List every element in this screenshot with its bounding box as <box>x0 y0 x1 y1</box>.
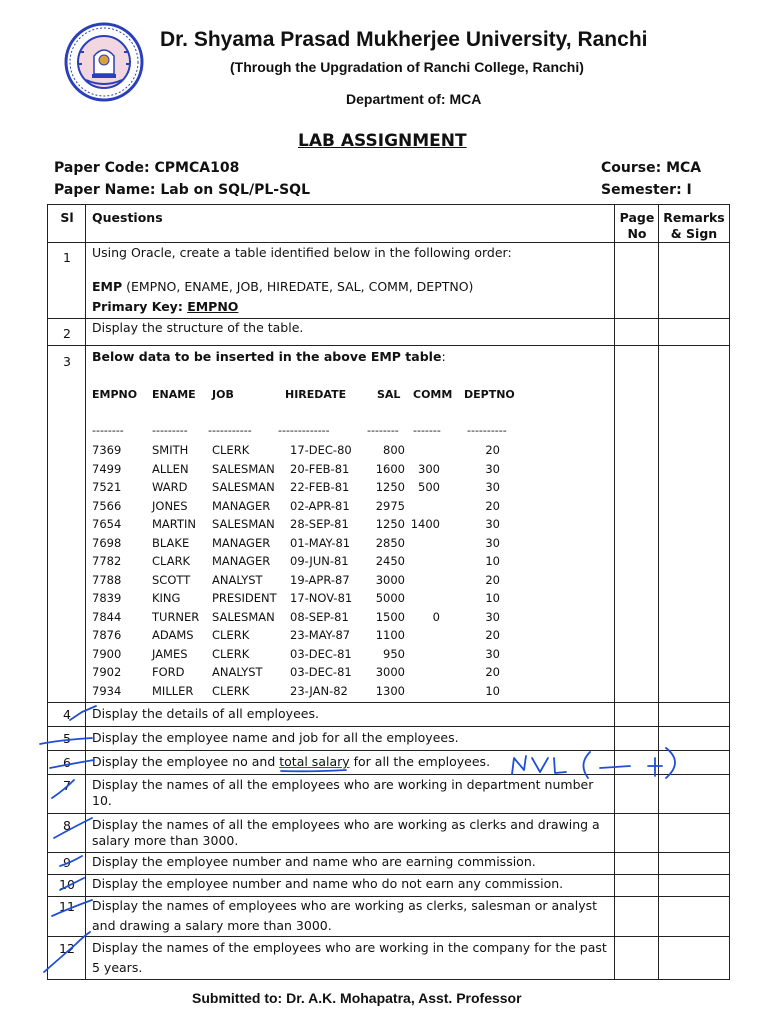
question-text: Using Oracle, create a table identified below in the following order: <box>92 245 512 260</box>
emp-cell-sal: 3000 <box>375 665 405 679</box>
emp-data-row <box>0 573 768 591</box>
emp-cell-sal: 1100 <box>375 628 405 642</box>
emp-cell-ename: SMITH <box>152 443 189 457</box>
emp-header-deptno: DEPTNO <box>464 388 515 401</box>
submitted-to: Submitted to: Dr. A.K. Mohapatra, Asst. Professor <box>192 990 522 1006</box>
total-salary-text: total salary <box>279 754 350 769</box>
emp-data-row <box>0 665 768 683</box>
emp-cell-sal: 1600 <box>375 461 405 476</box>
emp-cell-sal: 2975 <box>375 498 405 513</box>
emp-cell-hiredate: 23-MAY-87 <box>290 628 351 642</box>
question-number: 12 <box>59 941 75 956</box>
emp-cell-comm: 0 <box>432 609 440 624</box>
question-text: Display the names of all the employees who are working in department number 10. <box>92 777 594 808</box>
emp-cell-comm: 1400 <box>410 517 440 531</box>
emp-data-row <box>0 462 768 480</box>
emp-cell-ename: SCOTT <box>152 572 191 587</box>
column-header-remarks: Remarks & Sign <box>663 210 725 241</box>
emp-cell-job: CLERK <box>212 646 250 661</box>
emp-header-job: JOB <box>212 388 234 401</box>
question-number: 5 <box>63 731 71 746</box>
primary-key-label: Primary Key: <box>92 299 188 314</box>
emp-cell-ename: MILLER <box>152 683 194 698</box>
emp-cell-empno: 7369 <box>92 443 122 457</box>
paper-code: Paper Code: CPMCA108 <box>54 160 240 176</box>
emp-cell-empno: 7839 <box>92 591 122 605</box>
emp-definition <box>92 277 610 297</box>
emp-cell-job: CLERK <box>212 683 250 698</box>
question-text: Display the names of employees who are working as clerks, salesman or analyst and drawing a salary more than 3000. <box>92 898 598 933</box>
emp-cell-empno: 7876 <box>92 628 122 642</box>
course: Course: MCA <box>601 160 702 176</box>
semester: Semester: I <box>601 182 692 198</box>
emp-header-empno: EMPNO <box>92 388 138 401</box>
emp-cell-hiredate: 03-DEC-81 <box>290 665 352 679</box>
question-number: 7 <box>63 778 71 793</box>
emp-cell-empno: 7902 <box>92 665 122 679</box>
emp-cell-hiredate: 20-FEB-81 <box>290 461 350 476</box>
emp-cell-job: SALESMAN <box>212 461 275 476</box>
question-number: 6 <box>63 755 71 770</box>
question-number: 11 <box>59 899 75 914</box>
emp-cell-sal: 2850 <box>375 535 405 550</box>
emp-cell-job: CLERK <box>212 628 250 642</box>
emp-cell-ename: MARTIN <box>152 517 196 531</box>
emp-cell-job: SALESMAN <box>212 517 275 531</box>
emp-cell-sal: 1500 <box>375 609 405 624</box>
question-text <box>92 752 610 772</box>
emp-cell-empno: 7844 <box>92 609 122 624</box>
emp-data-row <box>0 610 768 628</box>
emp-cell-hiredate: 22-FEB-81 <box>290 480 350 494</box>
emp-cell-job: ANALYST <box>212 572 263 587</box>
emp-columns: (EMPNO, ENAME, JOB, HIREDATE, SAL, COMM, DEPTNO) <box>122 279 474 294</box>
emp-cell-sal: 2450 <box>375 554 405 568</box>
emp-cell-sal: 950 <box>383 646 405 661</box>
assignment-title: LAB ASSIGNMENT <box>298 131 467 151</box>
emp-cell-empno: 7698 <box>92 535 122 550</box>
emp-cell-deptno: 20 <box>485 628 500 642</box>
department-label: Department of: MCA <box>346 91 482 107</box>
emp-label: EMP <box>92 279 123 294</box>
emp-cell-deptno: 10 <box>485 554 500 568</box>
emp-cell-deptno: 10 <box>485 683 500 698</box>
question-number: 2 <box>63 326 71 341</box>
emp-cell-hiredate: 03-DEC-81 <box>290 646 352 661</box>
emp-cell-empno: 7521 <box>92 480 122 494</box>
column-header-sl: Sl <box>60 210 74 225</box>
emp-cell-comm: 500 <box>418 480 440 494</box>
emp-cell-empno: 7934 <box>92 683 122 698</box>
emp-cell-deptno: 20 <box>485 498 500 513</box>
emp-cell-job: ANALYST <box>212 665 263 679</box>
emp-cell-comm: 300 <box>418 461 440 476</box>
emp-cell-sal: 1250 <box>375 517 405 531</box>
emp-cell-ename: KING <box>152 591 181 605</box>
emp-cell-sal: 3000 <box>375 572 405 587</box>
emp-cell-ename: WARD <box>152 480 188 494</box>
emp-data-row <box>0 536 768 554</box>
emp-dash: ---------- <box>467 424 507 437</box>
emp-cell-job: CLERK <box>212 443 250 457</box>
emp-cell-empno: 7654 <box>92 517 122 531</box>
question-text <box>92 347 610 367</box>
emp-data-row <box>0 443 768 461</box>
emp-cell-ename: TURNER <box>152 609 200 624</box>
emp-cell-deptno: 30 <box>485 517 500 531</box>
emp-cell-job: SALESMAN <box>212 609 275 624</box>
emp-dash: -------- <box>367 424 399 437</box>
emp-header-ename: ENAME <box>152 388 196 401</box>
emp-cell-deptno: 30 <box>485 609 500 624</box>
question-3-colon: : <box>441 349 446 364</box>
emp-cell-hiredate: 17-DEC-80 <box>290 443 352 457</box>
emp-cell-hiredate: 02-APR-81 <box>290 498 350 513</box>
question-number: 1 <box>63 250 71 265</box>
question-number: 4 <box>63 707 71 722</box>
column-header-page-no: Page No <box>619 210 655 241</box>
emp-cell-ename: FORD <box>152 665 185 679</box>
emp-cell-empno: 7566 <box>92 498 122 513</box>
emp-data-row <box>0 684 768 702</box>
emp-cell-ename: JONES <box>152 498 188 513</box>
emp-cell-job: PRESIDENT <box>212 591 277 605</box>
primary-key-value: EMPNO <box>187 299 239 314</box>
emp-dash: ------- <box>413 424 441 437</box>
emp-cell-deptno: 10 <box>485 591 500 605</box>
question-text: Display the structure of the table. <box>92 320 304 335</box>
emp-cell-deptno: 30 <box>485 480 500 494</box>
university-subtitle: (Through the Upgradation of Ranchi College, Ranchi) <box>230 59 584 75</box>
question-text: Display the employee name and job for all the employees. <box>92 730 459 745</box>
question-text: Display the employee number and name who are earning commission. <box>92 854 536 869</box>
emp-dash: ----------- <box>208 424 252 437</box>
emp-header-hiredate: HIREDATE <box>285 388 347 401</box>
emp-cell-empno: 7900 <box>92 646 122 661</box>
emp-dash: -------- <box>92 424 124 437</box>
emp-data-row <box>0 480 768 498</box>
question-text: Display the names of all the employees who are working as clerks and drawing a salary more than 3000. <box>92 817 600 848</box>
emp-cell-deptno: 30 <box>485 461 500 476</box>
question-number: 10 <box>59 877 75 892</box>
emp-data-row <box>0 591 768 609</box>
question-number: 8 <box>63 818 71 833</box>
question-number: 3 <box>63 354 71 369</box>
question-number: 9 <box>63 855 71 870</box>
emp-cell-hiredate: 23-JAN-82 <box>290 683 348 698</box>
emp-cell-sal: 800 <box>383 443 405 457</box>
emp-dash: --------- <box>152 424 188 437</box>
question-text: Display the details of all employees. <box>92 706 319 721</box>
emp-cell-deptno: 20 <box>485 572 500 587</box>
emp-cell-empno: 7782 <box>92 554 122 568</box>
emp-cell-hiredate: 28-SEP-81 <box>290 517 349 531</box>
emp-cell-hiredate: 17-NOV-81 <box>290 591 353 605</box>
question-6-text-c: for all the employees. <box>349 754 491 769</box>
question-3-text: Below data to be inserted in the above EMP table <box>92 349 442 364</box>
emp-cell-deptno: 30 <box>485 646 500 661</box>
emp-cell-hiredate: 08-SEP-81 <box>290 609 349 624</box>
emp-cell-sal: 1300 <box>375 683 405 698</box>
emp-cell-job: SALESMAN <box>212 480 275 494</box>
emp-cell-deptno: 30 <box>485 535 500 550</box>
emp-header-comm: COMM <box>413 388 453 401</box>
emp-cell-deptno: 20 <box>485 665 500 679</box>
emp-dash: ------------- <box>278 424 330 437</box>
emp-cell-job: MANAGER <box>212 535 271 550</box>
emp-data-row <box>0 647 768 665</box>
primary-key-line <box>92 297 610 317</box>
emp-cell-deptno: 20 <box>485 443 500 457</box>
emp-data-row <box>0 517 768 535</box>
emp-cell-job: MANAGER <box>212 498 271 513</box>
question-text: Display the names of the employees who are working in the company for the past 5 years. <box>92 940 607 975</box>
column-header-questions: Questions <box>92 210 163 225</box>
question-text: Display the employee number and name who do not earn any commission. <box>92 876 564 891</box>
question-6-text-a: Display the employee no and <box>92 754 280 769</box>
emp-header-sal: SAL <box>377 388 401 401</box>
emp-cell-sal: 1250 <box>375 480 405 494</box>
emp-cell-empno: 7788 <box>92 572 122 587</box>
emp-cell-hiredate: 09-JUN-81 <box>290 554 349 568</box>
emp-cell-ename: ALLEN <box>152 461 189 476</box>
emp-cell-ename: BLAKE <box>152 535 190 550</box>
emp-cell-ename: JAMES <box>152 646 188 661</box>
emp-data-row <box>0 628 768 646</box>
emp-cell-hiredate: 01-MAY-81 <box>290 535 351 550</box>
emp-data-row <box>0 499 768 517</box>
emp-cell-hiredate: 19-APR-87 <box>290 572 350 587</box>
emp-cell-job: MANAGER <box>212 554 271 568</box>
emp-cell-empno: 7499 <box>92 461 122 476</box>
emp-cell-sal: 5000 <box>375 591 405 605</box>
emp-cell-ename: ADAMS <box>152 628 194 642</box>
emp-data-row <box>0 554 768 572</box>
paper-name: Paper Name: Lab on SQL/PL-SQL <box>54 182 310 198</box>
university-name: Dr. Shyama Prasad Mukherjee University, Ranchi <box>160 28 648 51</box>
emp-cell-ename: CLARK <box>152 554 191 568</box>
